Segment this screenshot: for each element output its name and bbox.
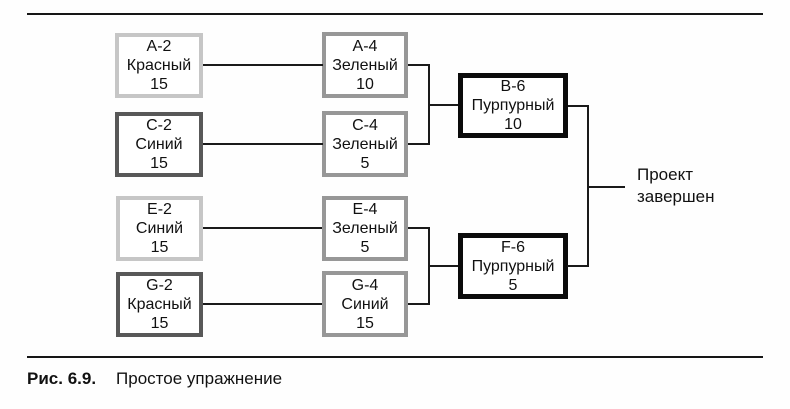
node-c4 xyxy=(322,111,408,177)
edge-to-final-label xyxy=(589,186,625,188)
node-id: G-2 xyxy=(146,277,173,294)
node-duration: 15 xyxy=(356,314,374,332)
node-duration: 5 xyxy=(360,239,370,256)
bottom-rule xyxy=(27,356,763,358)
edge-e4-junction xyxy=(408,227,430,229)
node-color: Синий xyxy=(135,136,183,153)
node-duration: 5 xyxy=(360,154,370,172)
node-b6 xyxy=(458,73,568,138)
node-duration: 15 xyxy=(150,155,168,172)
node-color: Красный xyxy=(127,296,192,313)
project-complete-line1: Проект xyxy=(637,165,693,184)
node-duration: 15 xyxy=(150,76,168,93)
node-duration: 10 xyxy=(504,116,522,133)
project-complete-line2: завершен xyxy=(637,187,715,206)
edge-e2-e4 xyxy=(203,227,322,229)
node-color: Синий xyxy=(135,220,184,237)
node-color: Зеленый xyxy=(332,56,398,74)
node-id: B-6 xyxy=(500,78,526,95)
edge-a2-a4 xyxy=(203,64,323,66)
node-g4 xyxy=(322,271,408,337)
node-e2 xyxy=(116,196,203,261)
node-c2 xyxy=(115,112,203,177)
node-id: E-2 xyxy=(147,201,172,218)
edge-a4-junction xyxy=(408,64,430,66)
caption-title: Простое упражнение xyxy=(116,369,283,388)
top-rule xyxy=(27,13,763,15)
node-duration: 15 xyxy=(150,239,169,256)
node-f6 xyxy=(458,233,568,299)
node-id: A-2 xyxy=(146,38,172,55)
edge-junction-b6 xyxy=(430,104,458,106)
node-g2 xyxy=(116,272,203,337)
node-color: Зеленый xyxy=(332,135,398,153)
edge-f6-out xyxy=(567,265,589,267)
node-color: Пурпурный xyxy=(471,97,555,114)
node-id: G-4 xyxy=(351,276,379,294)
node-a2 xyxy=(115,33,203,98)
edge-junction-f6 xyxy=(430,265,458,267)
node-id: E-4 xyxy=(352,201,378,218)
node-duration: 10 xyxy=(356,75,374,93)
node-id: C-4 xyxy=(352,116,378,134)
edge-c2-c4 xyxy=(203,143,323,145)
node-a4 xyxy=(322,32,408,98)
edge-b6-out xyxy=(568,105,589,107)
caption-number: Рис. 6.9. xyxy=(27,369,97,388)
node-color: Зеленый xyxy=(332,220,398,237)
node-color: Красный xyxy=(126,57,192,74)
edge-c4-junction xyxy=(408,143,430,145)
node-id: A-4 xyxy=(352,37,378,55)
node-color: Синий xyxy=(341,295,389,313)
node-id: F-6 xyxy=(501,238,525,256)
node-color: Пурпурный xyxy=(471,257,555,275)
node-e4 xyxy=(322,196,408,261)
node-id: C-2 xyxy=(146,117,172,134)
edge-g4-junction xyxy=(408,303,430,305)
edge-g2-g4 xyxy=(203,303,322,305)
project-complete-label xyxy=(637,164,714,208)
node-duration: 15 xyxy=(150,315,169,332)
node-duration: 5 xyxy=(508,276,518,294)
figure-caption xyxy=(27,369,282,389)
